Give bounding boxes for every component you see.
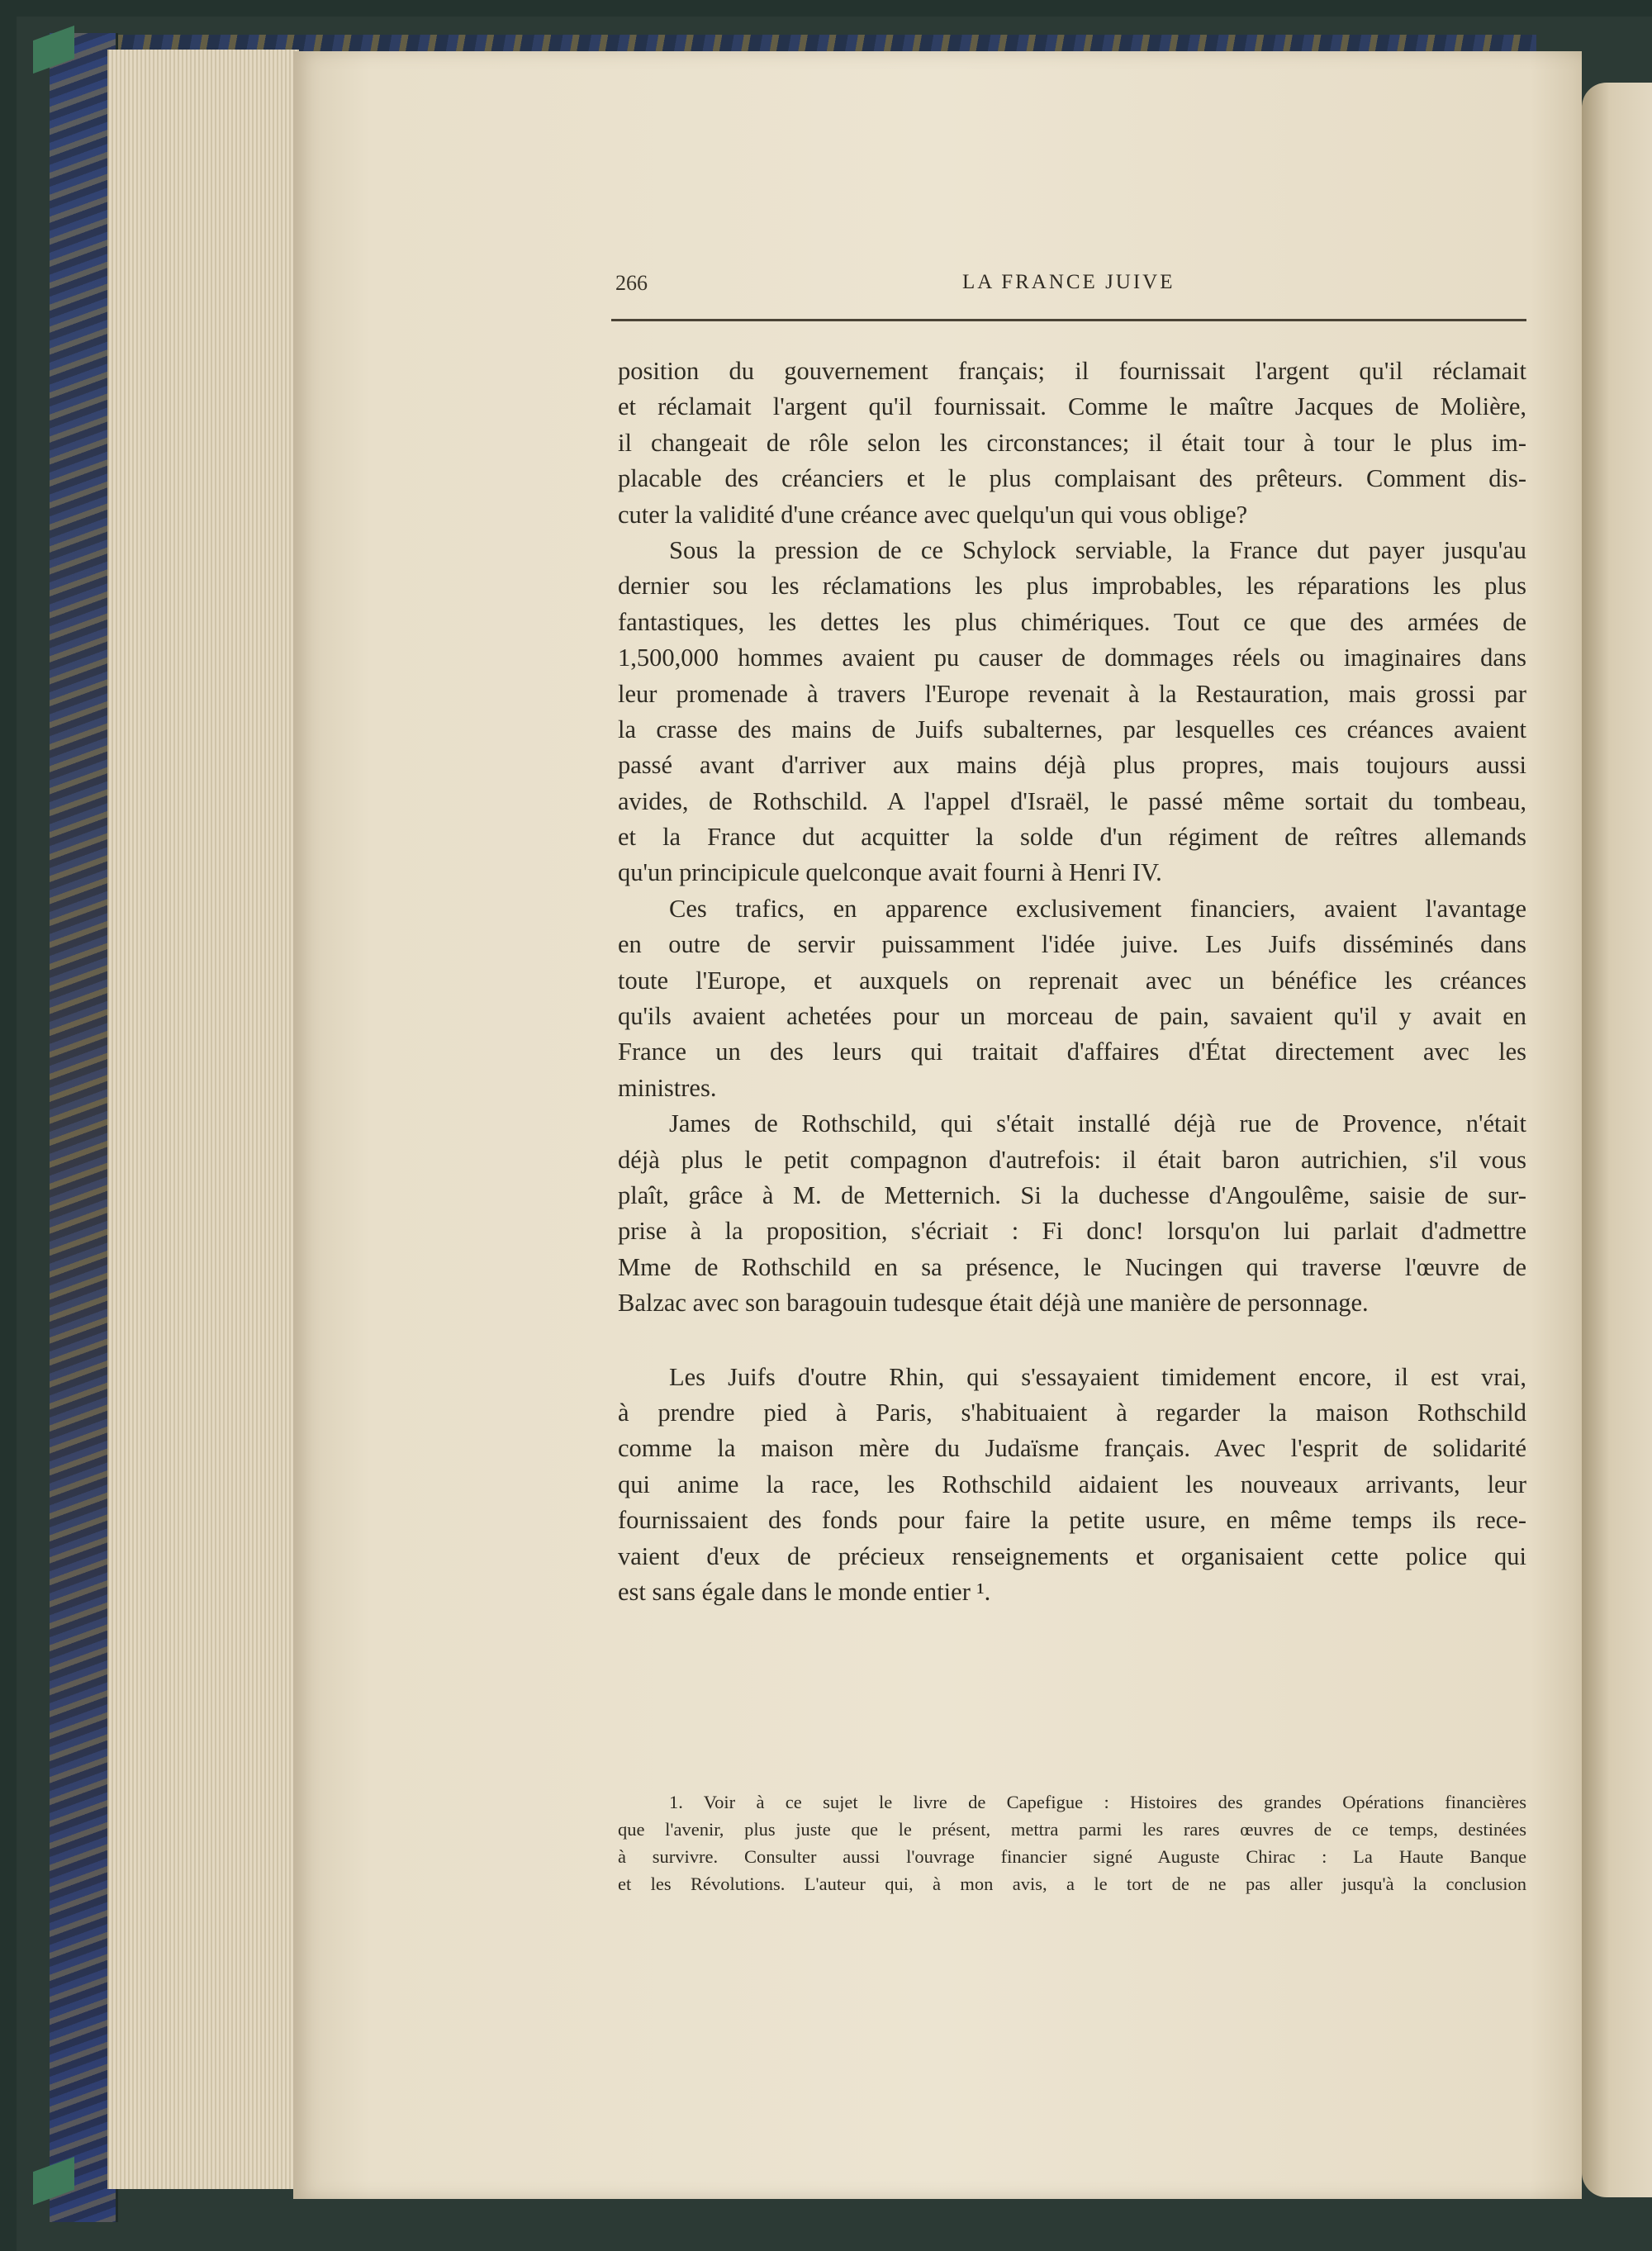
text-line: est sans égale dans le monde entier ¹. <box>618 1577 991 1606</box>
text-line: Ces trafics, en apparence exclusivement financiers, avaient l'avantage <box>669 894 1526 923</box>
text-line: déjà plus le petit compagnon d'autrefois: il était baron autrichien, s'il vous <box>618 1145 1526 1174</box>
footnote-block <box>618 1788 1526 1897</box>
text-line: avides, de Rothschild. A l'appel d'Israël, le passé même sortait du tombeau, <box>618 786 1526 815</box>
next-page-edge <box>1582 83 1652 2197</box>
running-title: LA FRANCE JUIVE <box>962 271 1175 293</box>
text-line: fantastiques, les dettes les plus chimériques. Tout ce que des armées de <box>618 607 1526 636</box>
text-line: Sous la pression de ce Schylock serviable, la France dut payer jusqu'au <box>669 535 1526 564</box>
text-line: position du gouvernement français; il fournissait l'argent qu'il réclamait <box>618 357 1526 385</box>
text-line: comme la maison mère du Judaïsme français. Avec l'esprit de solidarité <box>618 1434 1526 1463</box>
text-line: fournissaient des fonds pour faire la petite usure, en même temps ils rece- <box>618 1506 1526 1535</box>
text-line: prise à la proposition, s'écriait : Fi donc! lorsqu'on lui parlait d'admettre <box>618 1217 1526 1246</box>
footnote-line: 1. Voir à ce sujet le livre de Capefigue : Histoires des grandes Opérations financières <box>669 1792 1526 1812</box>
text-line: leur promenade à travers l'Europe revenait à la Restauration, mais grossi par <box>618 679 1526 708</box>
text-line: plaît, grâce à M. de Metternich. Si la duchesse d'Angoulême, saisie de sur- <box>618 1180 1526 1209</box>
text-line: qui anime la race, les Rothschild aidaient les nouveaux arrivants, leur <box>618 1470 1526 1498</box>
text-line: en outre de servir puissamment l'idée juive. Les Juifs disséminés dans <box>618 930 1526 959</box>
footnote-line: à survivre. Consulter aussi l'ouvrage financier signé Auguste Chirac : La Haute Banque <box>618 1846 1526 1867</box>
text-line: 1,500,000 hommes avaient pu causer de dommages réels ou imaginaires dans <box>618 643 1526 672</box>
header-rule <box>611 319 1526 321</box>
paragraph-gap <box>618 1322 1526 1360</box>
text-line: et la France dut acquitter la solde d'un régiment de reîtres allemands <box>618 823 1526 852</box>
footnote-line: que l'avenir, plus juste que le présent, mettra parmi les rares œuvres de ce temps, destinées <box>618 1819 1526 1840</box>
text-line: à prendre pied à Paris, s'habituaient à regarder la maison Rothschild <box>618 1398 1526 1427</box>
footnote-line: et les Révolutions. L'auteur qui, à mon avis, a le tort de ne pas aller jusqu'à la conclusion <box>618 1873 1526 1894</box>
text-line: placable des créanciers et le plus complaisant des prêteurs. Comment dis- <box>618 464 1526 493</box>
text-line: France un des leurs qui traitait d'affaires d'État directement avec les <box>618 1038 1526 1066</box>
text-line: vaient d'eux de précieux renseignements et organisaient cette police qui <box>618 1541 1526 1570</box>
text-line: ministres. <box>618 1073 717 1102</box>
text-line: et réclamait l'argent qu'il fournissait. Comme le maître Jacques de Molière, <box>618 392 1526 421</box>
text-line: qu'un principicule quelconque avait fourni à Henri IV. <box>618 858 1162 887</box>
text-line: James de Rothschild, qui s'était installé déjà rue de Provence, n'était <box>669 1109 1526 1138</box>
text-line: Balzac avec son baragouin tudesque était déjà une manière de personnage. <box>618 1289 1369 1318</box>
text-line: la crasse des mains de Juifs subalternes, par lesquelles ces créances avaient <box>618 715 1526 743</box>
body-text <box>618 354 1526 1610</box>
running-head <box>615 271 1528 304</box>
page-number: 266 <box>615 271 648 295</box>
text-line: toute l'Europe, et auxquels on reprenait avec un bénéfice les créances <box>618 966 1526 995</box>
text-line: passé avant d'arriver aux mains déjà plus propres, mais toujours aussi <box>618 751 1526 780</box>
text-line: cuter la validité d'une créance avec quelqu'un qui vous oblige? <box>618 500 1248 529</box>
text-line: qu'ils avaient achetées pour un morceau de pain, savaient qu'il y avait en <box>618 1002 1526 1031</box>
text-line: Les Juifs d'outre Rhin, qui s'essayaient timidement encore, il est vrai, <box>669 1362 1526 1391</box>
text-line: Mme de Rothschild en sa présence, le Nucingen qui traverse l'œuvre de <box>618 1252 1526 1281</box>
text-line: dernier sou les réclamations les plus improbables, les réparations les plus <box>618 572 1526 601</box>
page-stack-edge <box>107 50 299 2189</box>
text-line: il changeait de rôle selon les circonstances; il était tour à tour le plus im- <box>618 428 1526 457</box>
